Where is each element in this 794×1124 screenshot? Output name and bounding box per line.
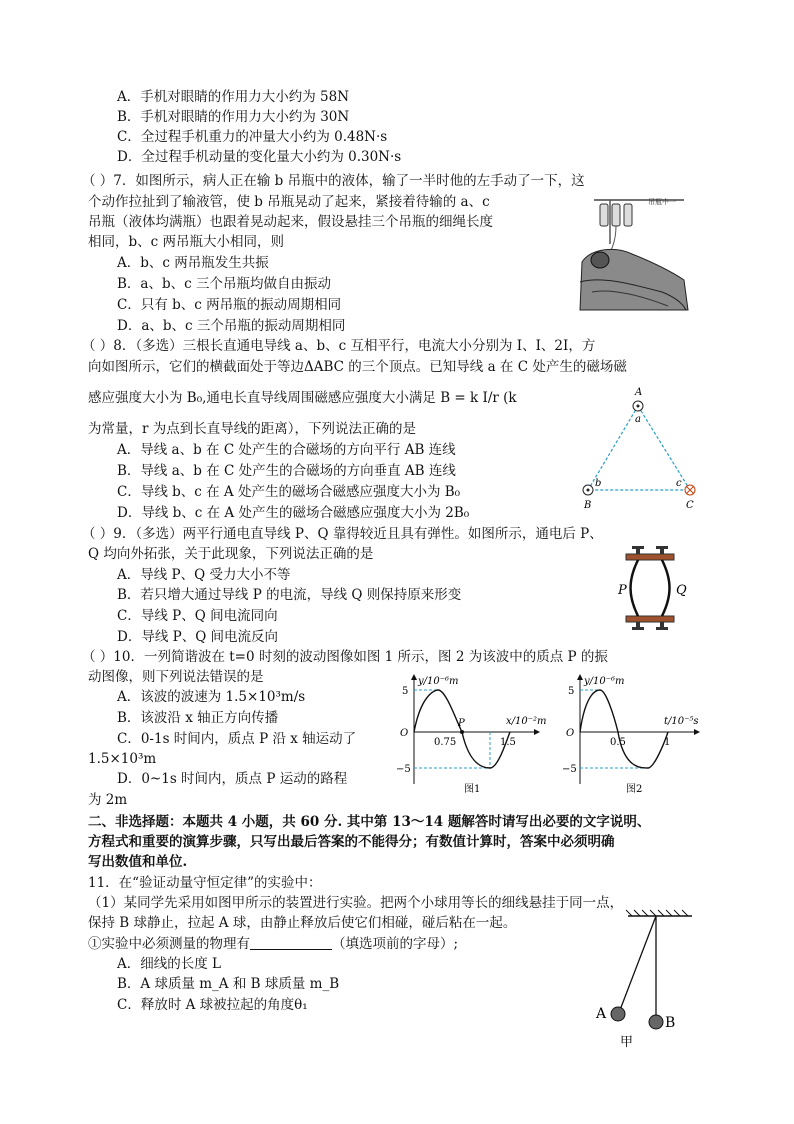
section2-line3: 写出数值和单位. xyxy=(88,854,188,870)
q8-stem-line1: （ ）8．（多选）三根长直通电导线 a、b、c 互相平行，电流大小分别为 I、I、2I，方 xyxy=(82,338,596,354)
iv-label: 吊瓶中一 xyxy=(648,198,676,206)
answer-blank[interactable] xyxy=(250,935,332,950)
svg-text:0.5: 0.5 xyxy=(610,737,626,748)
q8-option-b: B．导线 a、b 在 C 处产生的合磁场的方向垂直 AB 连线 xyxy=(117,463,456,479)
q7-stem-line3: 吊瓶（液体均满瓶）也跟着晃动起来，假设悬挂三个吊瓶的细绳长度 xyxy=(88,214,493,230)
svg-text:y/10⁻⁶m: y/10⁻⁶m xyxy=(418,676,459,687)
svg-text:图2: 图2 xyxy=(626,784,643,795)
svg-text:5: 5 xyxy=(402,686,409,697)
svg-text:Q: Q xyxy=(676,583,687,598)
svg-text:O: O xyxy=(400,728,409,739)
svg-text:1.5: 1.5 xyxy=(500,737,516,748)
q11-measure-line xyxy=(88,935,458,953)
q8-stem-line4: 为常量，r 为点到长直导线的距离），下列说法正确的是 xyxy=(88,421,416,437)
ball-a xyxy=(611,1007,625,1021)
q7-stem-line1: （ ）7．如图所示，病人正在输 b 吊瓶中的液体，输了一半时他的左手动了一下，这 xyxy=(82,173,585,189)
q7-option-d: D．a、b、c 三个吊瓶的振动周期相同 xyxy=(117,318,346,334)
q8-option-d: D．导线 b、c 在 A 处产生的磁场合磁感应强度大小为 2B₀ xyxy=(117,505,470,521)
patient-iv-figure xyxy=(572,192,694,316)
svg-text:P: P xyxy=(458,718,465,729)
q10-stem-line1: （ ）10．一列简谐波在 t=0 时刻的波动图像如图 1 所示，图 2 为该波中的质点 P 的振 xyxy=(82,649,608,665)
triangle-abc-figure xyxy=(574,384,704,512)
q8-option-a: A．导线 a、b 在 C 处产生的合磁场的方向平行 AB 连线 xyxy=(117,442,456,458)
svg-text:图1: 图1 xyxy=(464,784,481,795)
q8-option-c: C．导线 b、c 在 A 处产生的磁场合磁感应强度大小为 B₀ xyxy=(117,484,461,500)
q8-stem-line3: 感应强度大小为 B₀,通电长直导线周围磁感应强度大小满足 B = k I/r (k xyxy=(88,390,517,406)
svg-text:B: B xyxy=(665,1015,676,1031)
q7-option-b: B．a、b、c 三个吊瓶均做自由振动 xyxy=(117,276,331,292)
q7-option-a: A．b、c 两吊瓶发生共振 xyxy=(117,255,269,271)
q11-measure-suffix: （填选项前的字母）; xyxy=(332,936,459,952)
q7-stem-line4: 相同，b、c 两吊瓶大小相同，则 xyxy=(88,234,284,250)
svg-text:C: C xyxy=(686,500,694,511)
svg-text:c: c xyxy=(676,478,682,489)
q6-option-d: D．全过程手机动量的变化量大小约为 0.30N·s xyxy=(117,149,402,165)
q9-stem-line2: Q 均向外拓张，关于此现象，下列说法正确的是 xyxy=(88,546,374,562)
svg-text:1: 1 xyxy=(664,737,671,748)
q11-option-c: C．释放时 A 球被拉起的角度θ₁ xyxy=(117,997,308,1013)
svg-text:5: 5 xyxy=(568,686,575,697)
q9-option-c: C．导线 P、Q 间电流同向 xyxy=(117,608,278,624)
q9-option-b: B．若只增大通过导线 P 的电流，导线 Q 则保持原来形变 xyxy=(117,587,462,603)
wires-pq-figure xyxy=(620,544,688,636)
svg-text:−5: −5 xyxy=(396,764,411,775)
q9-stem-line1: （ ）9．（多选）两平行通电直导线 P、Q 靠得较近且具有弹性。如图所示，通电后 P、 xyxy=(82,526,603,542)
q7-option-c: C．只有 b、c 两吊瓶的振动周期相同 xyxy=(117,297,342,313)
svg-text:−5: −5 xyxy=(562,764,577,775)
q10-option-c: C．0-1s 时间内，质点 P 沿 x 轴运动了 xyxy=(117,731,357,747)
svg-text:0.75: 0.75 xyxy=(434,737,457,748)
q6-option-a: A．手机对眼睛的作用力大小约为 58N xyxy=(117,89,350,105)
svg-text:P: P xyxy=(618,583,627,598)
q11-option-a: A．细线的长度 L xyxy=(117,956,222,972)
wave-graph-1 xyxy=(394,672,554,800)
wire-p xyxy=(631,560,639,616)
wave-curve-2 xyxy=(580,690,671,768)
section2-line2: 方程式和重要的演算步骤，只写出最后答案的不能得分；有数值计算时，答案中必须明确 xyxy=(88,834,615,850)
q6-option-c: C．全过程手机重力的冲量大小约为 0.48N·s xyxy=(117,129,388,145)
svg-text:a: a xyxy=(635,414,641,425)
svg-text:t/10⁻⁵s: t/10⁻⁵s xyxy=(664,716,699,727)
ball-b xyxy=(649,1015,663,1029)
q9-option-a: A．导线 P、Q 受力大小不等 xyxy=(117,567,291,583)
q9-option-d: D．导线 P、Q 间电流反向 xyxy=(117,629,279,645)
q11-title: 11．在“验证动量守恒定律”的实验中： xyxy=(88,875,322,891)
svg-text:甲: 甲 xyxy=(620,1035,634,1050)
q11-part1-line2: 保持 B 球静止，拉起 A 球，由静止释放后使它们相碰，碰后粘在一起。 xyxy=(88,915,517,931)
svg-text:b: b xyxy=(595,478,602,489)
pendulum-figure xyxy=(594,906,698,1054)
q10-option-b: B．该波沿 x 轴正方向传播 xyxy=(117,710,279,726)
svg-text:A: A xyxy=(596,1006,607,1022)
q10-option-d: D．0~1s 时间内，质点 P 运动的路程 xyxy=(117,771,348,787)
wave-graph-2 xyxy=(560,672,710,800)
q8-stem-line2: 向如图所示，它们的横截面处于等边ΔABC 的三个顶点。已知导线 a 在 C 处产生的磁场磁 xyxy=(88,359,627,375)
q11-measure-prefix: ①实验中必须测量的物理有 xyxy=(88,936,250,952)
wire-q xyxy=(662,560,670,616)
q11-part1-line1: （1）某同学先采用如图甲所示的装置进行实验。把两个小球用等长的细线悬挂于同一点， xyxy=(88,895,624,911)
q11-option-b: B．A 球质量 m_A 和 B 球质量 m_B xyxy=(117,976,340,992)
q7-stem-line2: 个动作拉扯到了输液管，使 b 吊瓶晃动了起来，紧接着待输的 a、c xyxy=(88,194,490,210)
q10-option-d-cont: 为 2m xyxy=(88,792,128,808)
section2-line1: 二、非选择题：本题共 4 小题，共 60 分. 其中第 13～14 题解答时请写出必要的文字说明、 xyxy=(88,814,651,830)
q6-option-b: B．手机对眼睛的作用力大小约为 30N xyxy=(117,109,350,125)
svg-text:A: A xyxy=(635,387,643,398)
svg-text:B: B xyxy=(584,500,592,511)
q10-option-c-cont: 1.5×10³m xyxy=(88,751,157,767)
wave-curve-1 xyxy=(414,690,510,768)
svg-text:y/10⁻⁶m: y/10⁻⁶m xyxy=(584,676,625,687)
svg-text:O: O xyxy=(566,728,575,739)
q10-option-a: A．该波的波速为 1.5×10³m/s xyxy=(117,689,306,705)
q10-stem-line2: 动图像，则下列说法错误的是 xyxy=(88,669,264,685)
svg-text:x/10⁻²m: x/10⁻²m xyxy=(506,716,547,727)
